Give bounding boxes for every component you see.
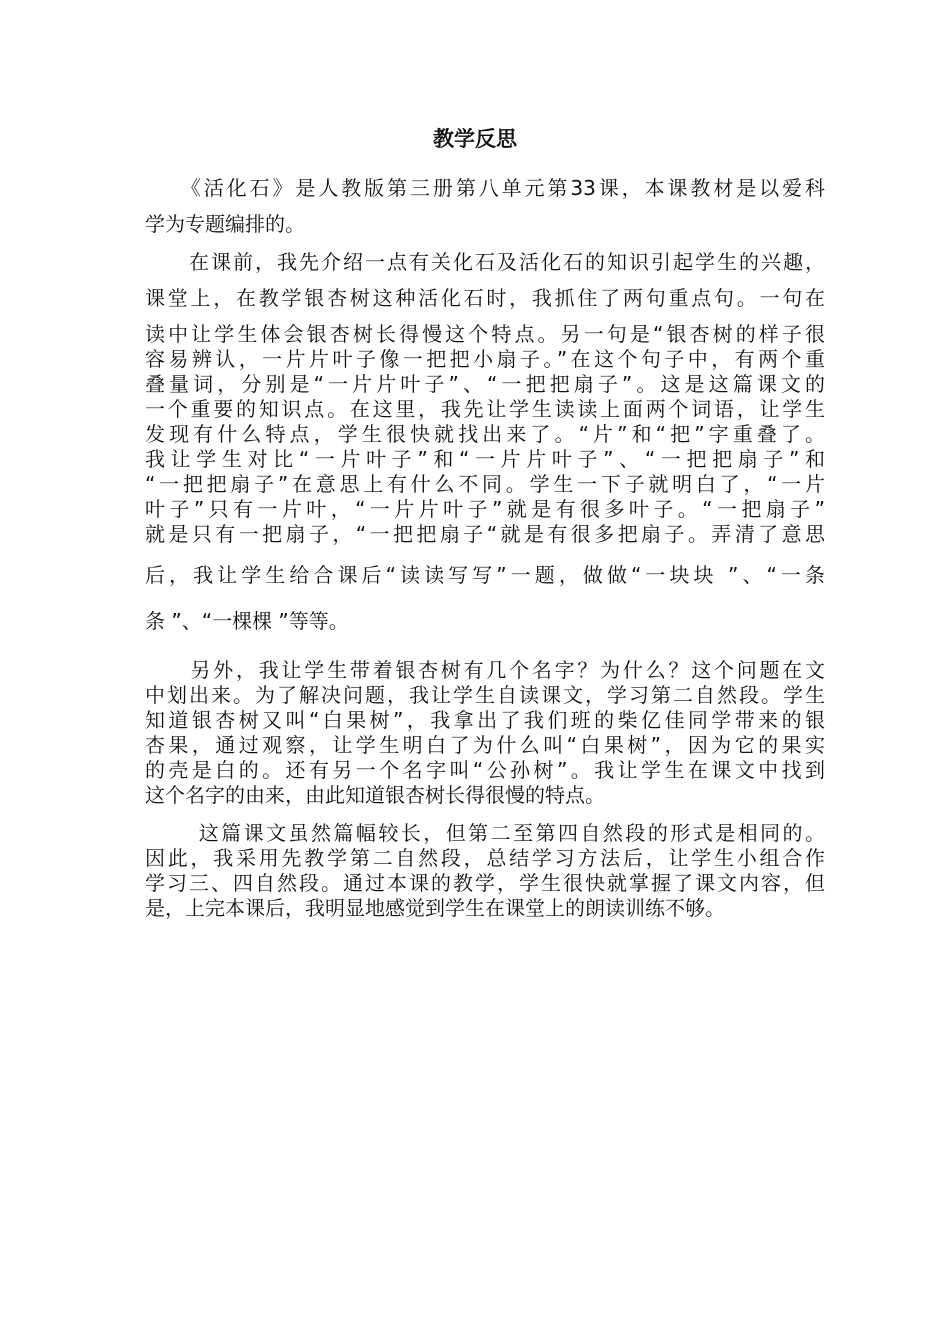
- text-line: 后，我让学生给合课后“读读写写”一题，做做“一块块 ”、“一条: [145, 563, 825, 587]
- text-line: 中划出来。为了解决问题，我让学生自读课文，学习第二自然段。学生: [145, 683, 825, 707]
- text-line: 在课前，我先介绍一点有关化石及活化石的知识引起学生的兴趣，: [145, 250, 825, 274]
- text-line: 《活化石》是人教版第三册第八单元第33课，本课教材是以爱科: [145, 176, 825, 200]
- text-line: 学为专题编排的。: [145, 212, 305, 236]
- text-line: 叶子”只有一片叶，“一片片叶子”就是有很多叶子。“一把扇子”: [145, 497, 825, 521]
- text-line: 叠量词，分别是“一片片叶子”、“一把把扇子”。这是这篇课文的: [145, 372, 825, 396]
- text-line: 知道银杏树又叫“白果树”，我拿出了我们班的柴亿佳同学带来的银: [145, 708, 825, 732]
- text-line: 就是只有一把扇子，“一把把扇子“就是有很多把扇子。弄清了意思: [145, 522, 825, 546]
- text-line: 另外，我让学生带着银杏树有几个名字？为什么？这个问题在文: [145, 658, 825, 682]
- text-line: 我让学生对比“一片叶子”和“一片片叶子”、“一把把扇子”和: [145, 447, 825, 471]
- text-line: 容易辨认，一片片叶子像一把把小扇子。”在这个句子中，有两个重: [145, 347, 825, 371]
- text-line: 发现有什么特点，学生很快就找出来了。“片”和“把”字重叠了。: [145, 422, 825, 446]
- text-line: 课堂上，在教学银杏树这种活化石时，我抓住了两句重点句。一句在: [145, 286, 825, 310]
- text-line: 条 ”、“一棵棵 ”等等。: [145, 609, 349, 633]
- document-title: 教学反思: [433, 127, 517, 151]
- text-line: 因此，我采用先教学第二自然段，总结学习方法后，让学生小组合作: [145, 846, 825, 870]
- text-line: 杏果，通过观察，让学生明白了为什么叫“白果树”，因为它的果实: [145, 733, 825, 757]
- text-line: 一个重要的知识点。在这里，我先让学生读读上面两个词语，让学生: [145, 397, 825, 421]
- text-line: 学习三、四自然段。通过本课的教学，学生很快就掌握了课文内容，但: [145, 871, 825, 895]
- text-line: “一把把扇子”在意思上有什么不同。学生一下子就明白了，“一片: [145, 472, 825, 496]
- text-line: 这篇课文虽然篇幅较长，但第二至第四自然段的形式是相同的。: [145, 821, 825, 845]
- text-line: 读中让学生体会银杏树长得慢这个特点。另一句是“银杏树的样子很: [145, 322, 825, 346]
- text-line: 的壳是白的。还有另一个名字叫“公孙树”。我让学生在课文中找到: [145, 758, 825, 782]
- text-line: 是，上完本课后，我明显地感觉到学生在课堂上的朗读训练不够。: [145, 896, 725, 920]
- text-line: 这个名字的由来，由此知道银杏树长得很慢的特点。: [145, 783, 605, 807]
